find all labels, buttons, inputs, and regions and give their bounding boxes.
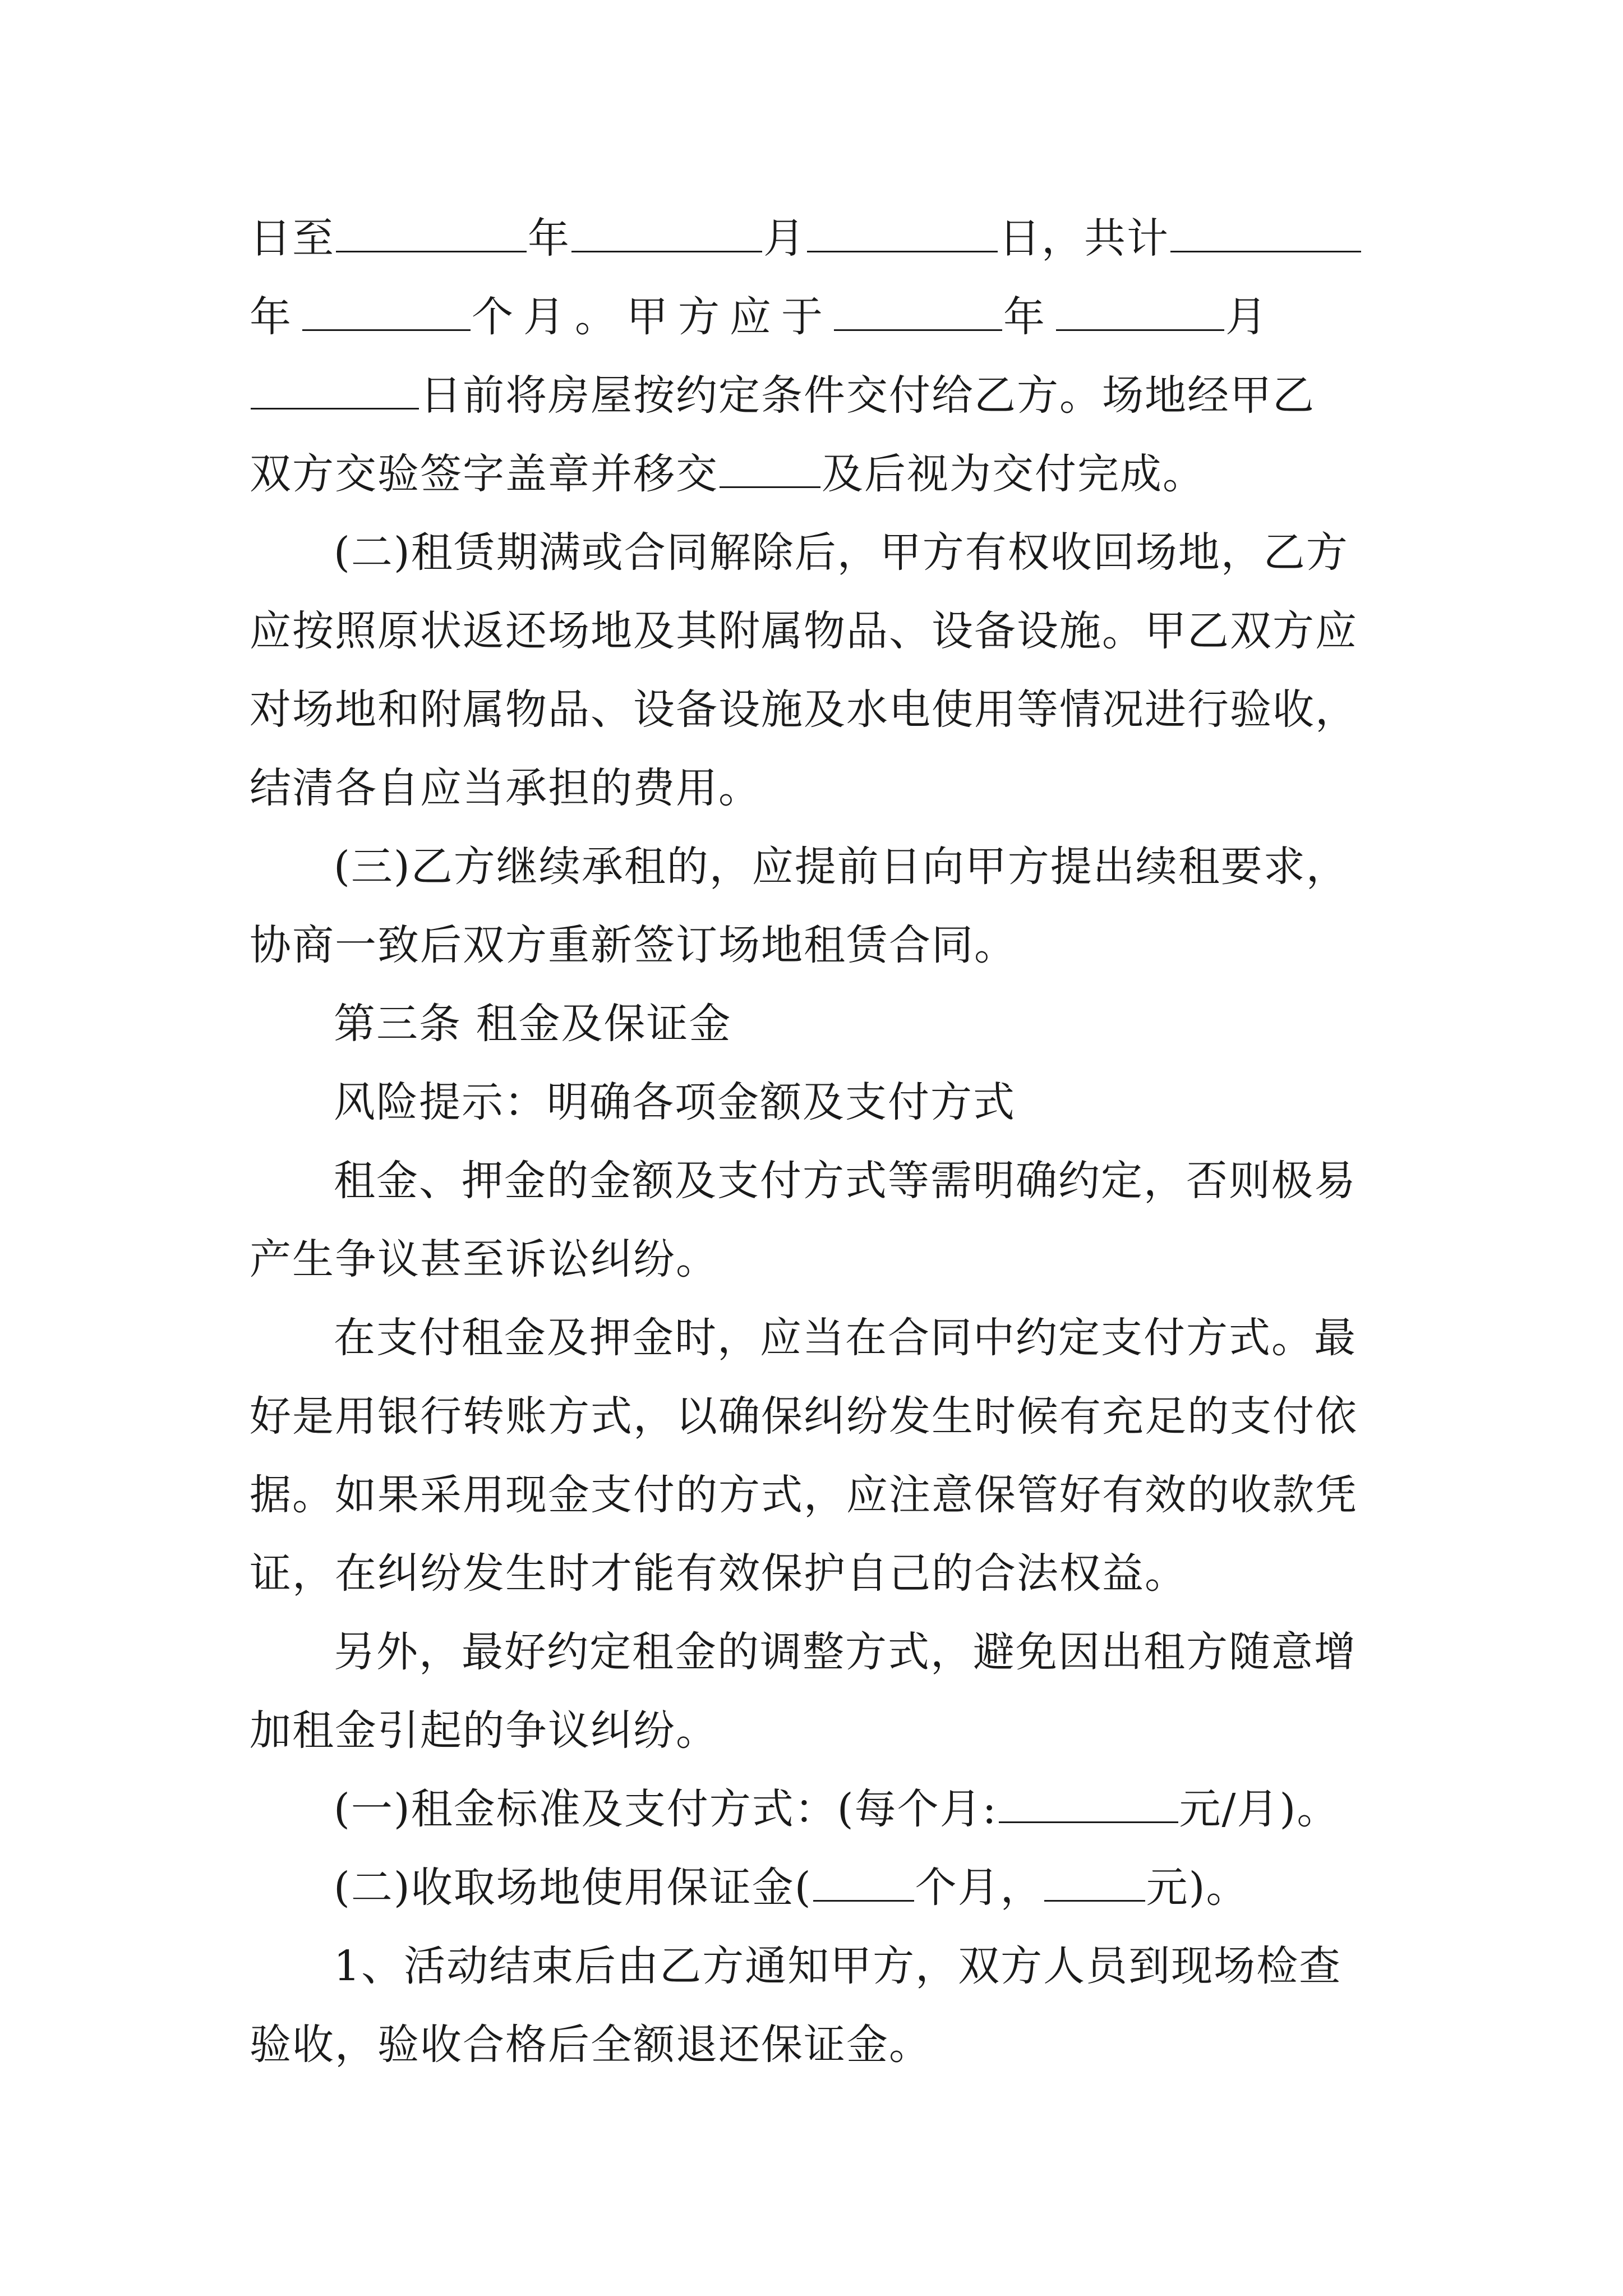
text-segment: 月 xyxy=(1225,293,1277,341)
text-segment: 及后视为交付完成。 xyxy=(822,450,1205,498)
text-segment: 年 xyxy=(528,214,570,263)
refund-paragraph-line: 验收，验收合格后全额退还保证金。 xyxy=(250,2021,932,2069)
payment-paragraph-line: 在支付租金及押金时，应当在合同中约定支付方式。最 xyxy=(334,1314,1357,1362)
text-segment: 日，共计 xyxy=(999,214,1169,263)
refund-paragraph-line: 1、活动结束后由乙方通知甲方，双方人员到现场检查 xyxy=(334,1942,1342,1990)
term-dates-line-4 xyxy=(250,435,1382,513)
blank-field-handover[interactable] xyxy=(720,447,820,488)
text-segment: 元)。 xyxy=(1146,1864,1249,1912)
text-segment: 双方交验签字盖章并移交 xyxy=(250,450,718,498)
text-segment: 月 xyxy=(763,214,806,263)
term-dates-line-1 xyxy=(250,199,1382,278)
blank-field-delivery-month[interactable] xyxy=(1056,290,1224,331)
payment-paragraph-line: 据。如果采用现金支付的方式，应注意保管好有效的收款凭 xyxy=(250,1471,1358,1519)
rent-standard-line xyxy=(250,1770,1382,1848)
renew-paragraph-line: (三)乙方继续承租的，应提前日向甲方提出续租要求， xyxy=(334,843,1349,891)
risk-tip-heading: 风险提示：明确各项金额及支付方式 xyxy=(334,1078,1016,1126)
blank-field-day[interactable] xyxy=(807,211,998,252)
renew-paragraph-line: 协商一致后双方重新签订场地租赁合同。 xyxy=(250,921,1017,969)
text-segment: 日前将房屋按约定条件交付给乙方。场地经甲乙 xyxy=(420,371,1315,420)
blank-field-delivery-day[interactable] xyxy=(251,369,419,409)
blank-field-total[interactable] xyxy=(1170,211,1361,252)
term-dates-line-3 xyxy=(250,356,1382,435)
return-paragraph-line: 对场地和附属物品、设备设施及水电使用等情况进行验收， xyxy=(250,685,1358,734)
text-segment: (二)收取场地使用保证金( xyxy=(334,1864,812,1912)
amount-paragraph-line: 租金、押金的金额及支付方式等需明确约定，否则极易 xyxy=(334,1157,1357,1205)
adjust-paragraph-line: 另外，最好约定租金的调整方式，避免因出租方随意增 xyxy=(334,1628,1357,1676)
adjust-paragraph-line: 加租金引起的争议纠纷。 xyxy=(250,1706,718,1755)
payment-paragraph-line: 好是用银行转账方式，以确保纠纷发生时候有充足的支付依 xyxy=(250,1392,1358,1441)
blank-field-year[interactable] xyxy=(336,211,527,252)
blank-field-monthly-rent[interactable] xyxy=(999,1782,1178,1823)
text-segment: 年 xyxy=(250,293,301,341)
text-segment: 日至 xyxy=(250,214,335,263)
document-body xyxy=(250,199,1382,2084)
blank-field-deposit-amount[interactable] xyxy=(1044,1861,1145,1902)
blank-field-months[interactable] xyxy=(302,290,471,331)
blank-field-delivery-year[interactable] xyxy=(834,290,1002,331)
blank-field-month[interactable] xyxy=(571,211,762,252)
amount-paragraph-line: 产生争议甚至诉讼纠纷。 xyxy=(250,1235,718,1283)
payment-paragraph-line: 证，在纠纷发生时才能有效保护自己的合法权益。 xyxy=(250,1549,1187,1598)
article-3-heading: 第三条 租金及保证金 xyxy=(334,1000,732,1048)
return-paragraph-line: 结清各自应当承担的费用。 xyxy=(250,764,761,812)
text-segment: 年 xyxy=(1003,293,1055,341)
term-dates-line-2 xyxy=(250,278,1382,356)
blank-field-deposit-months[interactable] xyxy=(813,1861,914,1902)
text-segment: 个月， xyxy=(915,1864,1043,1912)
return-paragraph-line: (二)租赁期满或合同解除后，甲方有权收回场地，乙方 xyxy=(334,528,1349,577)
deposit-line xyxy=(250,1848,1382,1927)
text-segment: (一)租金标准及支付方式：(每个月: xyxy=(334,1785,998,1833)
text-segment: 元/月)。 xyxy=(1179,1785,1340,1833)
text-segment: 个月。甲方应于 xyxy=(472,293,833,341)
return-paragraph-line: 应按照原状返还场地及其附属物品、设备设施。甲乙双方应 xyxy=(250,607,1358,655)
